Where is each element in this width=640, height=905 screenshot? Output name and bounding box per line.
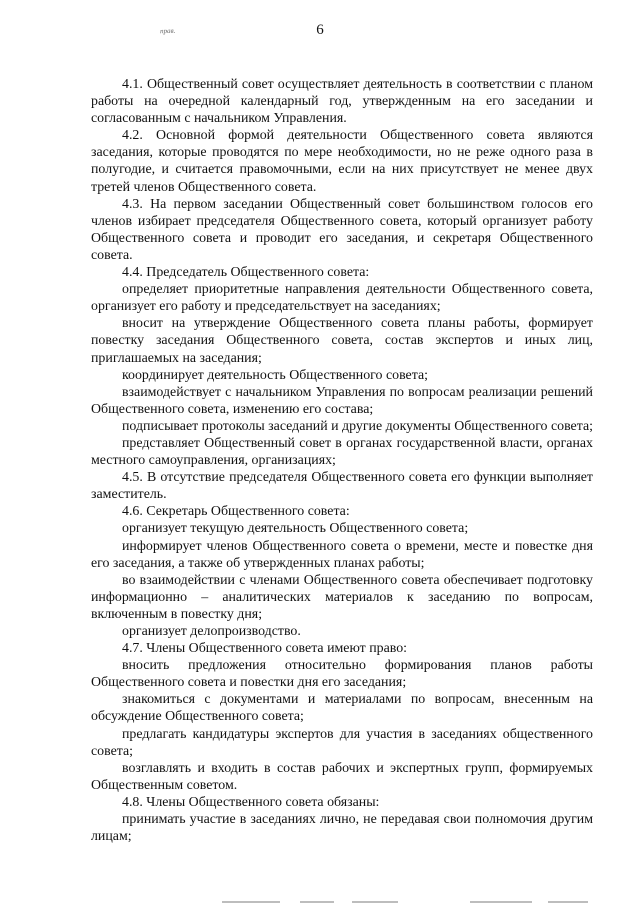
document-body — [91, 76, 593, 845]
member-right-experts: предлагать кандидатуры экспертов для участия в заседаниях общественного совета; — [91, 726, 593, 759]
handwritten-annotation: прав. — [159, 26, 176, 36]
scan-bottom-edge — [0, 895, 640, 903]
secretary-duty-informing: информирует членов Общественного совета о времени, месте и повестке дня его заседания, а также об утвержденных планах работы; — [91, 538, 593, 571]
paragraph-4-4: 4.4. Председатель Общественного совета: — [122, 265, 370, 281]
member-right-proposals: вносить предложения относительно формирования планов работы Общественного совета и повестки дня его заседания; — [91, 658, 593, 691]
chairman-duty-plans: вносит на утверждение Общественного совета планы работы, формирует повестку заседания Общественного совета, состав экспертов и иных лиц, приглашаемых на заседания; — [91, 316, 593, 366]
paragraph-4-5: 4.5. В отсутствие председателя Общественного совета его функции выполняет заместитель. — [91, 470, 593, 503]
paragraph-4-3: 4.3. На первом заседании Общественный совет большинством голосов его членов избирает председателя Общественного совета, который организует работу Общественного совета и проводит его заседания, и секретаря Общественного совета. — [91, 196, 593, 263]
secretary-duty-materials: во взаимодействии с членами Общественного совета обеспечивает подготовку информационно – аналитических материалов к заседанию по вопросам, включенным в повестку дня; — [91, 572, 593, 622]
paragraph-4-2: 4.2. Основной формой деятельности Общественного совета являются заседания, которые проводятся по мере необходимости, но не реже одного раза в полугодие, и считается правомочными, если на них присутствует не менее двух третей членов Общественного совета. — [91, 128, 593, 195]
chairman-duty-interaction: взаимодействует с начальником Управления по вопросам реализации решений Общественного совета, изменению его состава; — [91, 384, 593, 417]
member-right-groups: возглавлять и входить в состав рабочих и экспертных групп, формируемых Общественным советом. — [91, 760, 593, 793]
chairman-duty-coordination: координирует деятельность Общественного совета; — [122, 367, 428, 383]
paragraph-4-8: 4.8. Члены Общественного совета обязаны: — [122, 794, 380, 810]
chairman-duty-priorities: определяет приоритетные направления деятельности Общественного совета, организует его работу и председательствует на заседаниях; — [91, 282, 593, 315]
chairman-duty-representation: представляет Общественный совет в органах государственной власти, органах местного самоуправления, организациях; — [91, 435, 593, 469]
chairman-duty-signing: подписывает протоколы заседаний и другие документы Общественного совета; — [122, 418, 593, 434]
paragraph-4-7: 4.7. Члены Общественного совета имеют право: — [122, 641, 408, 657]
member-right-documents: знакомиться с документами и материалами по вопросам, внесенным на обсуждение Общественного совета; — [91, 692, 593, 725]
paragraph-4-1: 4.1. Общественный совет осуществляет деятельность в соответствии с планом работы на очередной календарный год, утвержденным на его заседании и согласованным с начальником Управления. — [91, 77, 593, 127]
secretary-duty-current-activity: организует текущую деятельность Общественного совета; — [122, 521, 469, 537]
member-duty-participation: принимать участие в заседаниях лично, не передавая свои полномочия другим лицам; — [91, 812, 593, 845]
secretary-duty-records: организует делопроизводство. — [122, 624, 301, 639]
paragraph-4-6: 4.6. Секретарь Общественного совета: — [122, 504, 350, 520]
page-number: 6 — [316, 22, 324, 38]
